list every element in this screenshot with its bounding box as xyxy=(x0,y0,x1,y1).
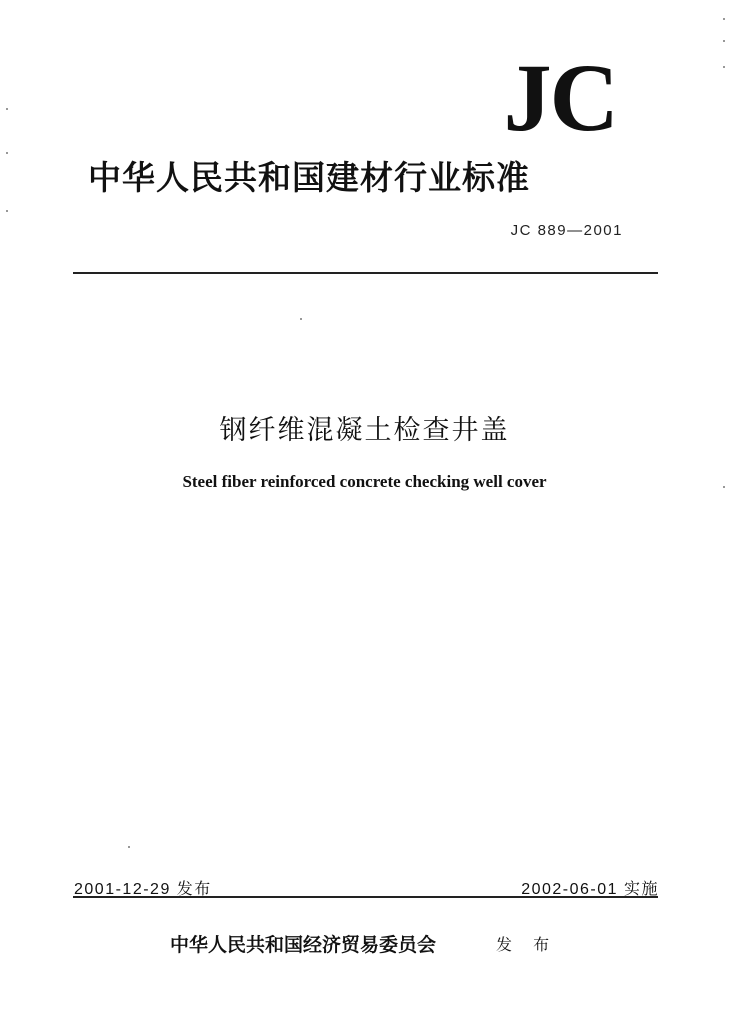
scan-speck xyxy=(723,18,725,20)
document-title-en: Steel fiber reinforced concrete checking well cover xyxy=(182,472,547,491)
scan-speck xyxy=(6,108,8,110)
standard-category: 中华人民共和国建材行业标准 xyxy=(88,158,530,197)
issue-date: 2001-12-29 发布 xyxy=(74,881,212,898)
bottom-divider xyxy=(73,896,658,898)
implement-date: 2002-06-01 实施 xyxy=(521,881,659,898)
standard-code: JC 889—2001 xyxy=(510,222,623,239)
publish-label: 发 布 xyxy=(496,935,558,954)
jc-logo: JC xyxy=(503,44,617,151)
scan-speck xyxy=(6,210,8,212)
top-divider xyxy=(73,272,658,274)
publisher-name: 中华人民共和国经济贸易委员会 xyxy=(170,934,437,956)
document-title-zh: 钢纤维混凝土检查井盖 xyxy=(219,415,510,446)
scan-speck xyxy=(723,486,725,488)
scan-speck xyxy=(723,66,725,68)
scan-speck xyxy=(723,40,725,42)
scan-speck xyxy=(6,152,8,154)
scan-speck xyxy=(300,318,302,320)
scan-speck xyxy=(128,846,130,848)
